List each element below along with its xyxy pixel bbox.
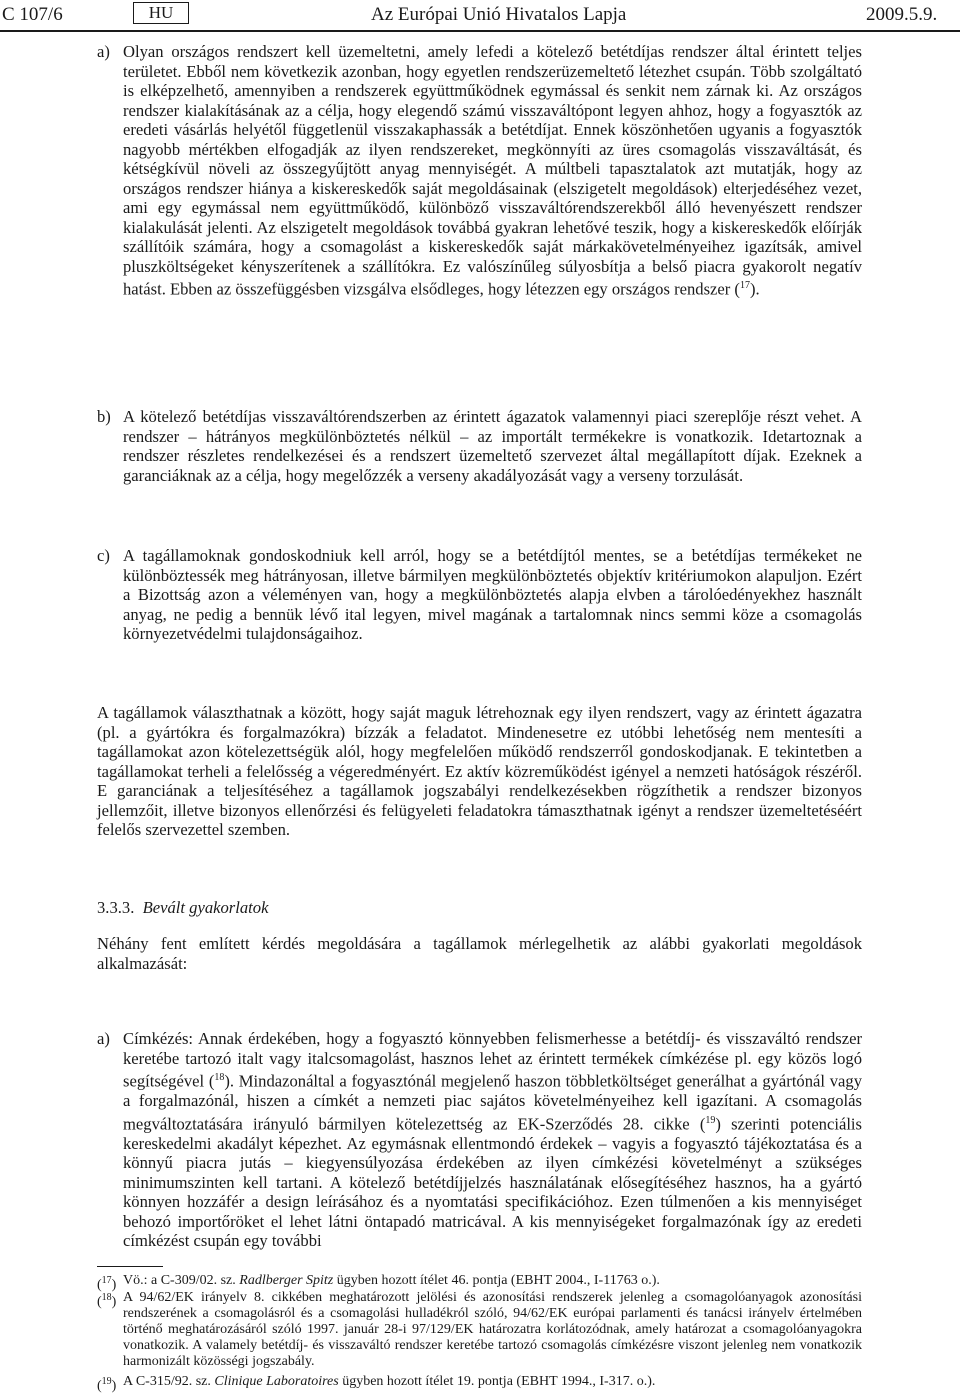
paragraph-member-states: A tagállamok választhatnak a között, hogy saját maguk létrehoznak egy ilyen rendszert, vagy az érintett ágazatra (pl. a gyártókra és forgalmazókra) bízzák a feladatot. Mindenesetre ez utóbbi lehetőség nem mentesíti a tagállamokat azon kötelezettségük alól, hogy megfelelően működő rendszerről gondoskodjanak. E tekintetben a tagállamokat terheli a felelősség a végeredményért. Ez aktív közreműködést igényel a nemzeti hatóságok részéről. E garanciának a teljesítéséhez a tagállamok jogszabályi rendelkezésekben rögzíthetik a rendszer bizonyos jellemzőit, illetve bizonyos ellenőrzési és felügyeleti feladatokra támaszthatnak igényt a rendszer üzemeltetéséért felelős szervezettel szemben. (97, 703, 862, 839)
item-labeling-text: Címkézés: Annak érdekében, hogy a fogyasztó könnyebben felismerhesse a betétdíj- és visszaváltó rendszer keretébe tartozó italt vagy italcsomagolást, hasznos lehet az érintett termékek címkézése pl. egy közös logó segítségével ($^{18}$). Mindazonáltal a fogyasztónál megjelenő haszon többletköltséget generálhat a gyártónál vagy a forgalmazónál, hiszen a címkét a nemzeti piac sajátos követelményeihez kell igazítani. A csomagolás megváltoztatására irányuló bármilyen kötelezettség az EK-Szerződés 28. cikke ($^{19}$) szerinti potenciális kereskedelmi akadályt képezhet. Az egymásnak ellentmondó érdekek – vagyis a fogyasztó tájékoztatása és a könnyű piacra jutás – kiegyensúlyozása érdekében az ilyen címkézési követelményt a szükséges minimumszinten kell tartani. A kötelező betétdíjjelzés használatának elősegítéséhez hasznos, ha a gyártó könnyen hozzáfér a design leírásához és a nyomtatási specifikációhoz. Ezen túlmenően a kis mennyiséget behozó importőröket el lehet látni öntapadó matricával. A kis mennyiségeket forgalmazónak így az eredeti címkézést csupán egy további (123, 1029, 862, 1251)
footnote-rule (97, 1266, 163, 1267)
header-rule (0, 30, 960, 32)
item-a-text: Olyan országos rendszert kell üzemeltetni, amely lefedi a kötelező betétdíjas rendszer által érintett teljes területet. Ebből nem következik azonban, hogy egyetlen rendszerüzemeltető létezhet csupán. Több szolgáltató is elképzelhető, amennyiben a rendszerek együttműködnek egymással és senkit nem zárnak ki. Az országos rendszer kialakításának az a célja, hogy elegendő számú visszaváltópont legyen ahhoz, hogy a fogyasztók az eredeti vásárlás helyétől függetlenül visszakaphassák a betétdíjat. Ennek köszönhetően ugyanis a fogyasztók nagyobb mértékben elfogadják az ilyen rendszereket, megkönnyíti az üres csomagolás visszaváltását, és kétségkívül növeli az összegyűjtött anyag mennyiségét. A múltbeli tapasztalatok azt mutatják, hogy az országos rendszer hiánya a kiskereskedők saját megoldásainak (elszigetelt megoldások) elterjedéséhez vezet, ami egy egymással nem együttműködő, különböző visszaváltórendszerekből álló hevenyészett rendszer kialakulását jelenti. Az elszigetelt megoldások továbbá gyakran lehetővé teszik, hogy a kiskereskedők előírják szállítóik számára, hogy a csomagolást a kiskereskedők saját márkakövetelményeihez igazítsák, amivel pluszköltségeket kényszerítenek a szállítókra. Ez valószínűleg súlyosbítja a belső piacra gyakorolt negatív hatást. Ebben az összefüggésben vizsgálva elsődleges, hogy létezzen egy országos rendszer ($^{17}$). (123, 42, 862, 299)
publication-date: 2009.5.9. (866, 4, 938, 25)
paragraph-intro: Néhány fent említett kérdés megoldására a tagállamok mérlegelhetik az alábbi gyakorlati megoldások alkalmazását: (97, 934, 862, 973)
item-c-text: A tagállamoknak gondoskodniuk kell arról, hogy se a betétdíjtól mentes, se a betétdíjas termékeket ne különböztessék meg hátrányosan, illetve bármilyen megkülönböztetés objektív kritériumokon alapuljon. Ezért a Bizottság azon a véleményen van, hogy a megkülönböztetés alapja elvben a tárolóedényekhez használt anyag, ne pedig a bennük lévő ital legyen, mivel magának a tartalomnak nincs semmi köze a csomagolás környezetvédelmi tulajdonságaihoz. (123, 546, 862, 643)
item-c-label: c) (97, 546, 110, 565)
footnote-ref-18[interactable]: 18 (214, 1072, 225, 1083)
item-b-text: A kötelező betétdíjas visszaváltórendszerben az érintett ágazatok valamennyi piaci szereplője részt vehet. A rendszer – hátrányos megkülönböztetés nélkül – az importált termékekre is vonatkozik. Idetartoznak a rendszer részletes rendelkezései és a rendszert üzemeltető szervezet által megállapított díjak. Ezeknek a garanciáknak az a célja, hogy megelőzzék a verseny akadályozását vagy a verseny torzulását. (123, 407, 862, 485)
footnote-18-label: ($^{18}$) (97, 1292, 117, 1310)
journal-title: Az Európai Unió Hivatalos Lapja (371, 4, 627, 25)
footnote-ref-17[interactable]: 17 (739, 280, 750, 291)
footnote-19: A C-315/92. sz. Clinique Laboratoires ügyben hozott ítélet 19. pontja (EBHT 1994., I-317. o.). (123, 1374, 656, 1389)
item-a-label: a) (97, 42, 110, 61)
item-labeling-label: a) (97, 1029, 110, 1048)
language-code: HU (148, 3, 174, 22)
footnote-17-label: ($^{17}$) (97, 1275, 117, 1293)
footnote-18: A 94/62/EK irányelv 8. cikkében meghatározott jelölési és azonosítási rendszerek jelenleg a csomagolóanyagok azonosítási rendszerének a csomagolásról és a csomagolási hulladékról szóló, 94/62/EK európai parlamenti és tanácsi irányelv értelmében történő meghatározásáról szóló 1997. január 28-i 97/129/EK határozatra korlátozódnak, amely határozat a csomagolóanyagokra vonatkozik. A valamely betétdíj- és visszaváltó rendszer keretébe tartozó csomagolás címkézésre viszont jelenleg nem vonatkozik harmonizált közösségi jogszabály. (123, 1290, 862, 1369)
page-number: C 107/6 (2, 4, 63, 25)
section-heading (97, 898, 268, 918)
language-code-box (133, 2, 189, 24)
section-title: Bevált gyakorlatok (142, 898, 269, 917)
section-number: 3.3.3. (97, 898, 135, 917)
footnote-17: Vö.: a C-309/02. sz. Radlberger Spitz ügyben hozott ítélet 46. pontja (EBHT 2004., I-11763 o.). (123, 1273, 660, 1288)
footnote-ref-19[interactable]: 19 (705, 1114, 716, 1126)
item-b-label: b) (97, 407, 111, 426)
footnote-19-label: ($^{19}$) (97, 1376, 117, 1394)
page-header (0, 0, 960, 26)
